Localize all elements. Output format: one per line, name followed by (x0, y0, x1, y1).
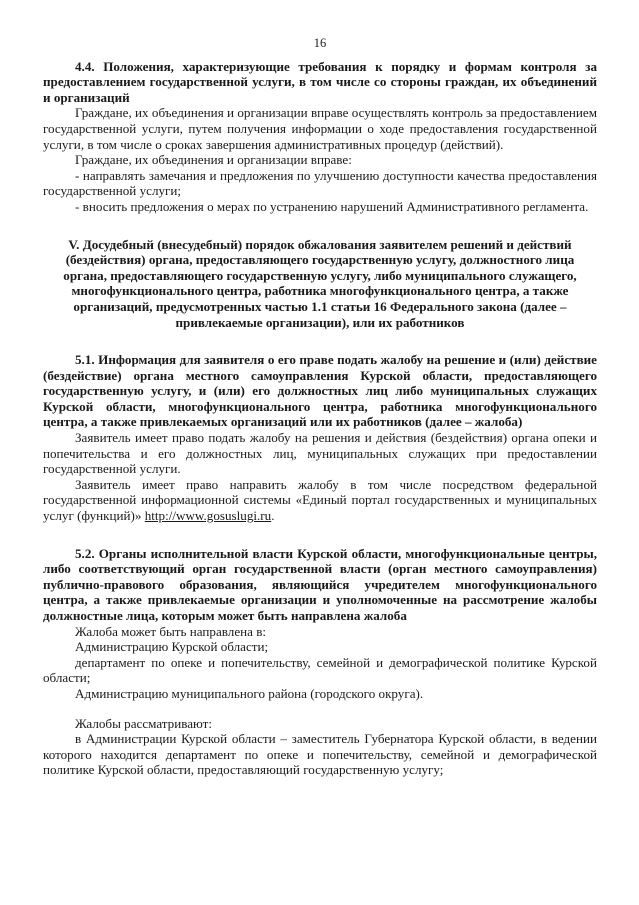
section-5-2-heading: 5.2. Органы исполнительной власти Курской области, многофункциональные центры, либо соответствующий орган государственной власти (орган местного самоуправления) публично-правового образования, являющийся учредителем многофункционального центра, а также привлекаемые организации и уполномоченные на рассмотрение жалобы должностные лица, которым может быть направлена жалоба (43, 545, 597, 623)
section-5-1-paragraph-1: Заявитель имеет право подать жалобу на решения и действия (бездействия) органа опеки и попечительства и его должностных лиц, муниципальных служащих при предоставлении государственной услуги. (43, 430, 597, 477)
page-number: 16 (313, 36, 327, 50)
section-4-4-paragraph-1: Граждане, их объединения и организации вправе осуществлять контроль за предоставлением государственной услуги, путем получения информации о ходе предоставления государственной услуги, в том числе о сроках завершения административных процедур (действий). (43, 105, 597, 152)
section-5-1-paragraph-2-text: Заявитель имеет право направить жалобу в том числе посредством федеральной государственной информационной системы «Единый портал государственных и муниципальных услуг (функций)» (43, 476, 597, 524)
section-5-2-paragraph-1: Жалоба может быть направлена в: (75, 623, 267, 639)
section-5-2-paragraph-4: Администрацию муниципального района (городского округа). (75, 685, 424, 701)
section-5-2-paragraph-2: Администрацию Курской области; (75, 639, 269, 655)
section-4-4-paragraph-2: Граждане, их объединения и организации вправе: (75, 152, 352, 168)
section-5-2-paragraph-3: департамент по опеке и попечительству, семейной и демографической политике Курской области; (43, 654, 597, 686)
section-4-4-paragraph-3: - направлять замечания и предложения по улучшению доступности качества предоставления государственной услуги; (43, 167, 597, 199)
section-5-2-paragraph-5: Жалобы рассматривают: (75, 715, 213, 731)
gosuslugi-link[interactable]: http://www.gosuslugi.ru (144, 508, 272, 524)
section-5-1-heading: 5.1. Информация для заявителя о его праве подать жалобу на решение и (или) действие (бездействие) органа местного самоуправления Курской области, предоставляющего государственную услугу, и (или) его должностных лиц либо муниципальных служащих Курской области, многофункционального центра, работника многофункционального центра, а также привлекаемых организаций или их работников (далее – жалоба) (43, 352, 597, 430)
section-4-4-heading: 4.4. Положения, характеризующие требования к порядку и формам контроля за предоставлением государственной услуги, в том числе со стороны граждан, их объединений и организаций (43, 58, 597, 105)
section-5-1-paragraph-2 (43, 477, 597, 524)
section-5-title: V. Досудебный (внесудебный) порядок обжалования заявителем решений и действий (бездействия) органа, предоставляющего государственную услугу, должностного лица органа, предоставляющего государственную услугу, либо муниципального служащего, многофункционального центра, работника многофункционального центра, а также организаций, предусмотренных частью 1.1 статьи 16 Федерального закона (далее – привлекаемые организации), или их работников (63, 236, 577, 330)
section-4-4-paragraph-4: - вносить предложения о мерах по устранению нарушений Административного регламента. (75, 198, 589, 214)
section-5-2-paragraph-6: в Администрации Курской области – заместитель Губернатора Курской области, в ведении которого находится департамент по опеке и попечительству, семейной и демографической политике Курской области, предоставляющий государственную услугу; (43, 731, 597, 778)
section-5-1-paragraph-2-end: . (271, 508, 275, 524)
